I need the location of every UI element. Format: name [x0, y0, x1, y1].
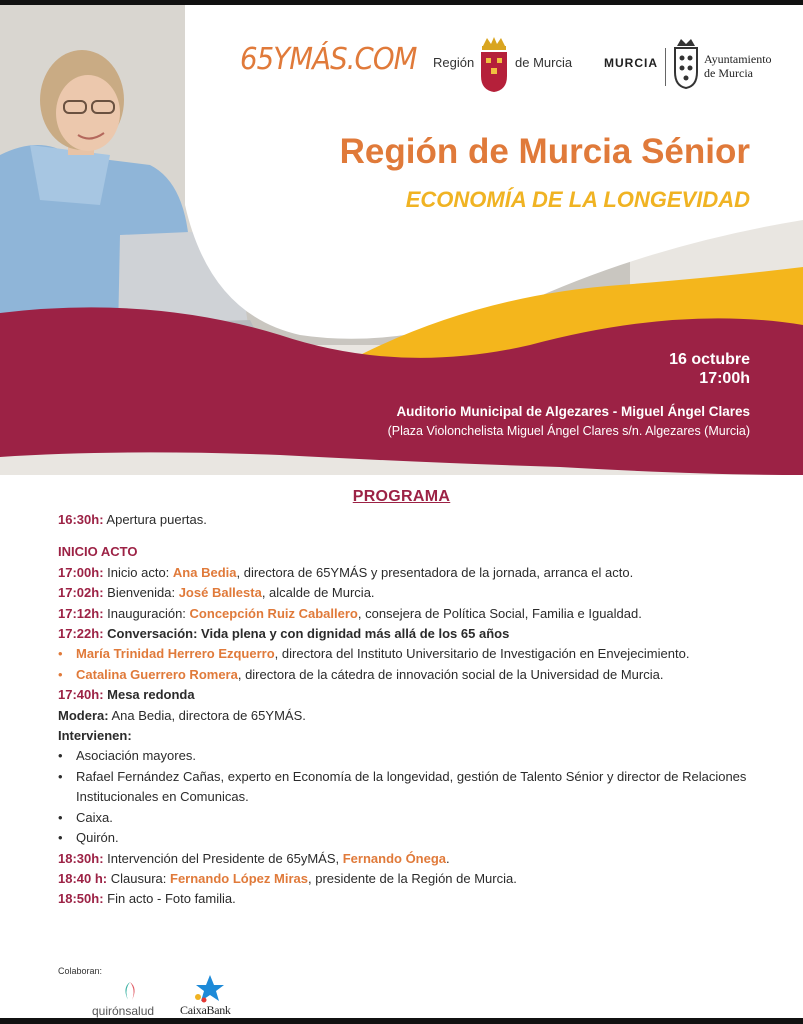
ayuntamiento-text-line2: de Murcia	[704, 66, 753, 80]
bullet-icon: •	[58, 830, 63, 846]
region-crest-icon	[479, 36, 509, 94]
65ymas-logo: 65YMÁS.COM	[240, 42, 417, 77]
schedule-item	[58, 510, 768, 530]
schedule-item	[58, 849, 768, 869]
quironsalud-logo	[92, 980, 172, 1018]
schedule-item	[58, 583, 768, 603]
programa-heading: PROGRAMA	[352, 488, 451, 505]
intervienen-heading: Intervienen:	[58, 728, 132, 744]
schedule-text: Intervención del Presidente de 65yMÁS,	[103, 850, 343, 866]
schedule-time: 17:40h:	[58, 687, 104, 703]
speaker-name: Catalina Guerrero Romera	[76, 666, 238, 682]
ayuntamiento-text-line1: Ayuntamiento	[704, 52, 772, 66]
modera-text: Ana Bedia, directora de 65YMÁS.	[108, 707, 306, 723]
list-item	[58, 808, 768, 828]
list-item-text: Caixa.	[76, 809, 113, 825]
list-item-text: , directora de la cátedra de innovación social de la Universidad de Murcia.	[237, 666, 664, 682]
schedule-item	[58, 889, 768, 909]
list-item	[58, 644, 768, 664]
schedule-time: 16:30h:	[58, 512, 104, 527]
list-item-text: Quirón.	[76, 830, 119, 846]
inicio-acto-heading: INICIO ACTO	[58, 544, 138, 560]
schedule-text: Conversación: Vida plena y con dignidad más allá de los 65 años	[103, 626, 510, 642]
schedule-time: 18:30h:	[58, 850, 104, 866]
schedule-time: 17:02h:	[58, 585, 104, 601]
schedule-item	[58, 563, 768, 583]
schedule-text: , directora de 65YMÁS y presentadora de la jornada, arranca el acto.	[236, 564, 634, 580]
schedule-text: Apertura puertas.	[103, 512, 207, 527]
quironsalud-icon	[118, 980, 142, 1004]
event-address: (Plaza Violonchelista Miguel Ángel Clares s/n. Algezares (Murcia)	[387, 424, 750, 438]
schedule-text: Inicio acto:	[103, 564, 173, 580]
schedule-text: Mesa redonda	[103, 687, 195, 703]
event-venue: Auditorio Municipal de Algezares - Miguel Ángel Clares	[396, 404, 750, 419]
event-subtitle: ECONOMÍA DE LA LONGEVIDAD	[405, 187, 750, 212]
bottom-edge-bar	[0, 1018, 803, 1024]
schedule-text: Inauguración:	[103, 605, 190, 621]
schedule-item	[58, 604, 768, 624]
modera-line	[58, 706, 768, 726]
caixabank-text: CaixaBank	[180, 1003, 231, 1017]
schedule-text: Clausura:	[107, 870, 171, 886]
speaker-name: Fernando López Miras	[170, 870, 308, 886]
schedule-text: , consejera de Política Social, Familia e Igualdad.	[357, 605, 642, 621]
ayuntamiento-murcia-logo	[600, 38, 785, 93]
murcia-1800-logo: MURCIA	[604, 56, 658, 70]
list-item	[58, 665, 768, 685]
bullet-icon: •	[58, 809, 63, 825]
list-item-text: Rafael Fernández Cañas, experto en Economía de la longevidad, gestión de Talento Sénior y director de Relaciones Institucionales en Comunicas.	[76, 768, 747, 805]
schedule-time: 17:12h:	[58, 605, 104, 621]
schedule-time: 17:00h:	[58, 564, 104, 580]
speaker-name: Concepción Ruiz Caballero	[189, 605, 358, 621]
list-item-text: , directora del Instituto Universitario de Investigación en Envejecimiento.	[274, 646, 690, 662]
list-item	[58, 746, 768, 766]
list-item	[58, 767, 768, 808]
colaboran-label: Colaboran:	[58, 966, 103, 976]
schedule-time: 18:40 h:	[58, 870, 108, 886]
list-item	[58, 828, 768, 848]
schedule-item	[58, 685, 768, 705]
schedule-time: 18:50h:	[58, 891, 104, 907]
schedule-item	[58, 624, 768, 644]
list-item-text: Asociación mayores.	[76, 748, 196, 764]
programa-list	[58, 510, 768, 910]
speaker-name: Ana Bedia	[172, 564, 237, 580]
bullet-icon: •	[58, 666, 63, 682]
event-title: Región de Murcia Sénior	[339, 132, 750, 171]
event-time: 17:00h	[699, 370, 750, 387]
caixabank-star-icon	[190, 973, 230, 1003]
spacer	[58, 530, 768, 542]
bullet-icon: •	[58, 646, 63, 662]
schedule-text: .	[446, 850, 450, 866]
schedule-text: , presidente de la Región de Murcia.	[307, 870, 517, 886]
schedule-text: Fin acto - Foto familia.	[103, 891, 236, 907]
speaker-name: María Trinidad Herrero Ezquerro	[76, 646, 275, 662]
schedule-text: , alcalde de Murcia.	[261, 585, 375, 601]
modera-label: Modera:	[58, 707, 109, 723]
region-logo-text-left: Región	[433, 55, 475, 70]
logo-divider	[665, 48, 666, 86]
bullet-icon: •	[58, 748, 63, 764]
caixabank-logo	[180, 973, 242, 1018]
event-date: 16 octubre	[669, 351, 750, 368]
event-datetime	[500, 350, 750, 388]
speaker-name: Fernando Ónega	[342, 850, 447, 866]
speaker-name: José Ballesta	[178, 585, 262, 601]
quironsalud-text: quirónsalud	[92, 1004, 155, 1018]
region-logo-text-right: de Murcia	[515, 55, 573, 70]
ayuntamiento-crest-icon	[672, 38, 700, 90]
schedule-time: 17:22h:	[58, 626, 104, 642]
schedule-item	[58, 869, 768, 889]
schedule-text: Bienvenida:	[103, 585, 179, 601]
bullet-icon: •	[58, 768, 63, 784]
